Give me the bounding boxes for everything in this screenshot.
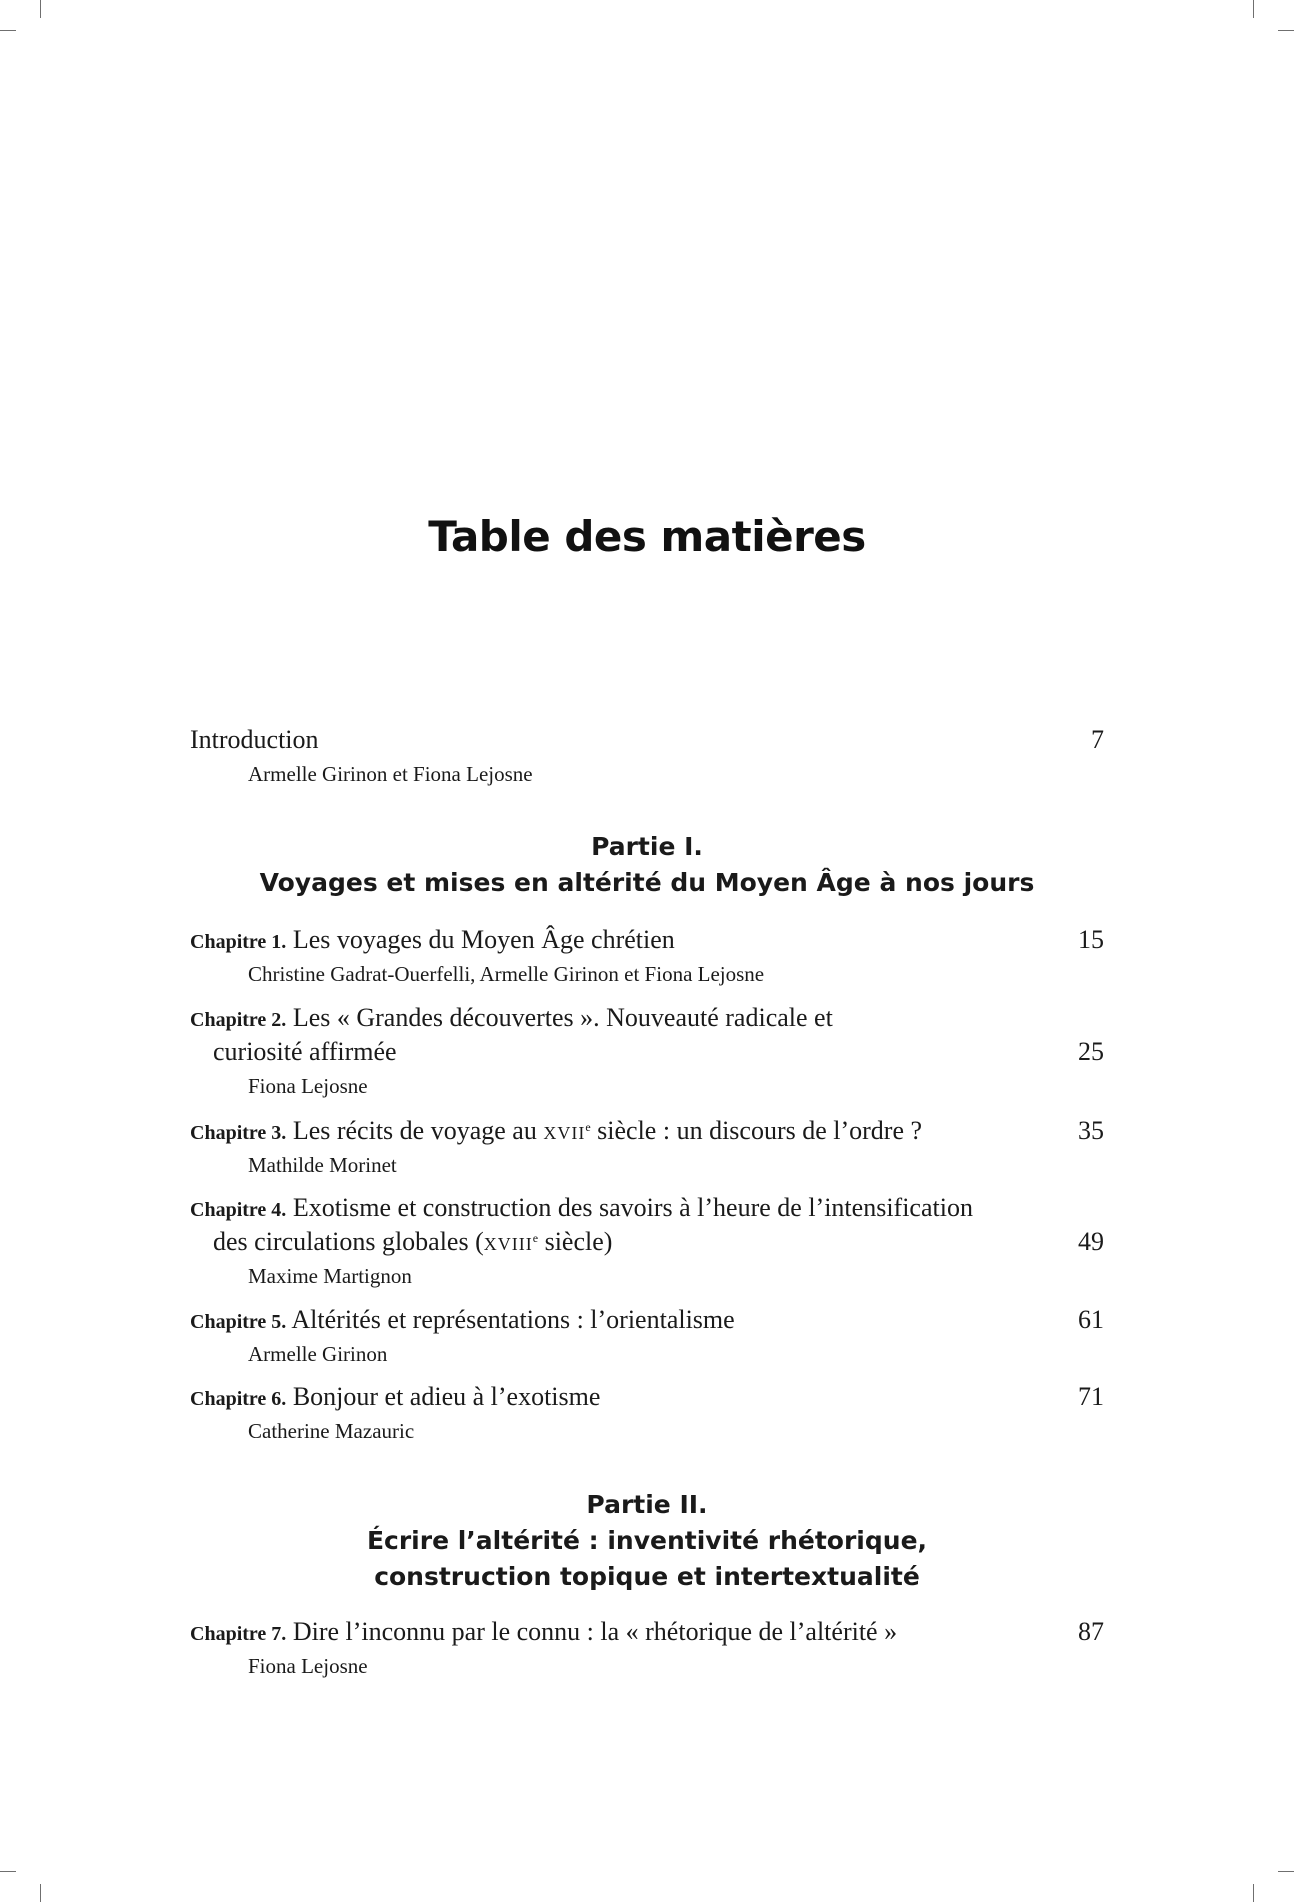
century-numeral: xviii <box>483 1227 533 1256</box>
entry-title: Les « Grandes découvertes ». Nouveauté radicale et <box>292 1003 833 1032</box>
crop-mark <box>0 30 16 31</box>
page-title: Table des matières <box>428 512 866 561</box>
part-title: Écrire l’altérité : inventivité rhétorique, <box>366 1526 928 1555</box>
page-number: 7 <box>1091 725 1104 754</box>
entry-title-line <box>190 923 1104 957</box>
part-label: Partie II. <box>586 1490 708 1519</box>
entry-title-continued: curiosité affirmée <box>213 1037 397 1066</box>
part-title: construction topique et intertextualité <box>374 1562 920 1591</box>
entry-title-line <box>190 1035 1104 1069</box>
entry-title-line <box>190 1225 1104 1259</box>
page-number: 35 <box>1078 1116 1104 1145</box>
toc-entry-chapter-3[interactable] <box>190 1114 1104 1182</box>
chapter-label: Chapitre 4. <box>190 1199 287 1221</box>
part-title: Voyages et mises en altérité du Moyen Âge à nos jours <box>259 868 1035 897</box>
crop-mark <box>0 1871 16 1872</box>
entry-title-line <box>190 1380 1104 1414</box>
page-number: 15 <box>1078 925 1104 954</box>
entry-title: Bonjour et adieu à l’exotisme <box>292 1382 601 1411</box>
entry-title-line <box>190 1191 1104 1225</box>
entry-title-end: siècle : un discours de l’ordre ? <box>597 1116 923 1145</box>
page-number: 49 <box>1078 1227 1104 1256</box>
century-superscript: e <box>585 1120 591 1134</box>
page-number: 61 <box>1078 1305 1104 1334</box>
page-number: 71 <box>1078 1382 1104 1411</box>
toc-entry-chapter-1[interactable] <box>190 923 1104 991</box>
part-heading-2 <box>0 1487 1294 1595</box>
entry-author: Catherine Mazauric <box>248 1419 415 1443</box>
crop-mark <box>1278 1871 1294 1872</box>
chapter-label: Chapitre 2. <box>190 1009 287 1031</box>
entry-title-end: siècle) <box>544 1227 613 1256</box>
entry-author: Fiona Lejosne <box>248 1654 368 1678</box>
entry-author: Armelle Girinon et Fiona Lejosne <box>248 762 533 786</box>
page-number: 25 <box>1078 1037 1104 1066</box>
crop-mark <box>1253 1884 1254 1902</box>
part-label: Partie I. <box>591 832 703 861</box>
chapter-label: Chapitre 6. <box>190 1388 287 1410</box>
entry-author: Maxime Martignon <box>248 1264 412 1288</box>
entry-title-line <box>190 723 1104 757</box>
crop-mark <box>1253 0 1254 18</box>
chapter-label: Chapitre 3. <box>190 1122 287 1144</box>
entry-author: Armelle Girinon <box>248 1342 388 1366</box>
table-of-contents <box>190 0 1104 1902</box>
entry-title: Altérités et représentations : l’orientalisme <box>291 1305 735 1334</box>
page-number: 87 <box>1078 1617 1104 1646</box>
entry-title: Les voyages du Moyen Âge chrétien <box>292 925 675 954</box>
chapter-label: Chapitre 5. <box>190 1311 287 1333</box>
toc-entry-introduction[interactable] <box>190 723 1104 791</box>
crop-mark <box>40 0 41 18</box>
entry-title: Les récits de voyage au <box>292 1116 537 1145</box>
toc-entry-chapter-4[interactable] <box>190 1191 1104 1293</box>
century-numeral: xvii <box>543 1116 586 1145</box>
century-superscript: e <box>532 1231 539 1245</box>
crop-mark <box>1278 30 1294 31</box>
chapter-label: Chapitre 7. <box>190 1623 287 1645</box>
chapter-label: Chapitre 1. <box>190 931 287 953</box>
toc-entry-chapter-2[interactable] <box>190 1001 1104 1103</box>
crop-mark <box>40 1884 41 1902</box>
entry-title-continued: des circulations globales ( <box>213 1227 484 1256</box>
entry-title-line <box>190 1001 1104 1035</box>
part-heading-1 <box>0 829 1294 901</box>
entry-title-line <box>190 1303 1104 1337</box>
entry-title: Dire l’inconnu par le connu : la « rhétorique de l’altérité » <box>292 1617 898 1646</box>
entry-author: Mathilde Morinet <box>248 1153 397 1177</box>
entry-title-line <box>190 1615 1104 1649</box>
toc-entry-chapter-5[interactable] <box>190 1303 1104 1371</box>
entry-author: Fiona Lejosne <box>248 1074 368 1098</box>
entry-title: Exotisme et construction des savoirs à l’heure de l’intensification <box>292 1193 973 1222</box>
entry-title: Introduction <box>190 725 319 754</box>
entry-author: Christine Gadrat-Ouerfelli, Armelle Girinon et Fiona Lejosne <box>248 962 765 986</box>
toc-entry-chapter-7[interactable] <box>190 1615 1104 1683</box>
toc-entry-chapter-6[interactable] <box>190 1380 1104 1448</box>
entry-title-line <box>190 1114 1104 1148</box>
